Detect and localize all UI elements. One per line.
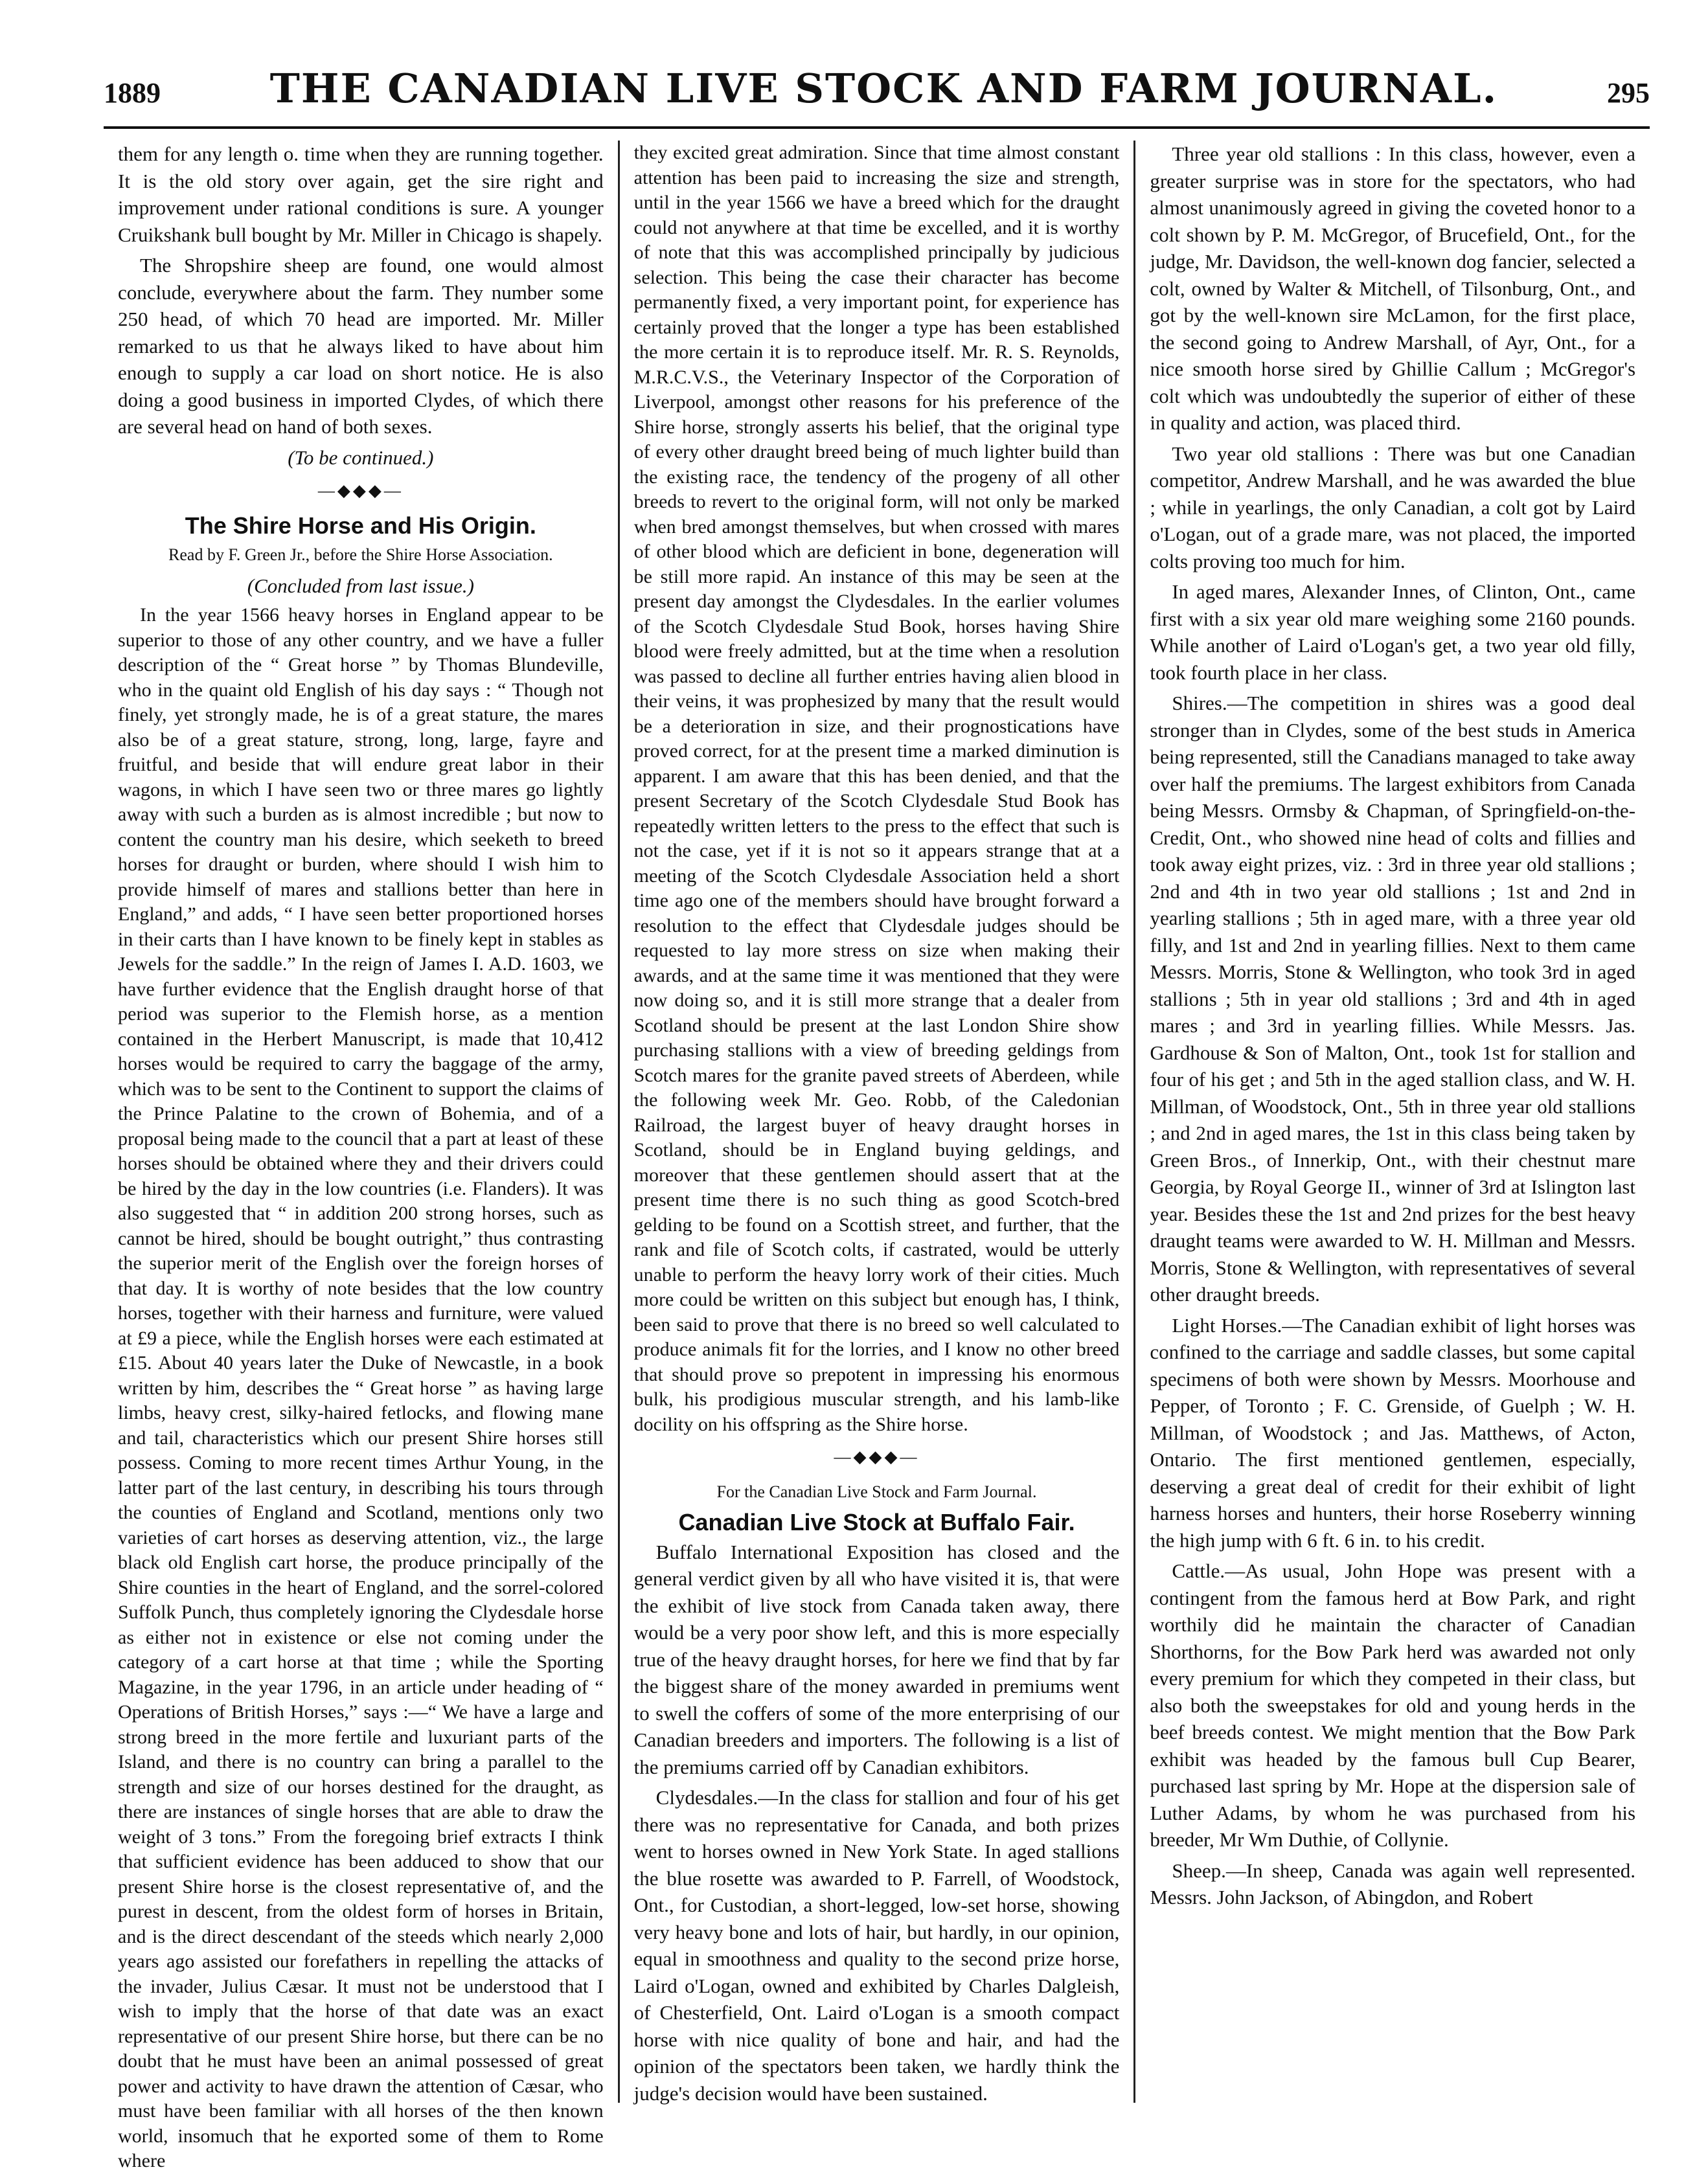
- article-heading-buffalo-fair: Canadian Live Stock at Buffalo Fair.: [678, 1509, 1075, 1535]
- column-2: [618, 141, 1134, 2103]
- article-heading-shire-horse: The Shire Horse and His Origin.: [185, 512, 536, 539]
- two-year-stallions-paragraph: Two year old stallions : There was but one Canadian competitor, Andrew Marshall, and he was awarded the blue ; while in yearlings, the only Canadian, a colt got by Laird o'Logan, out of a grade mare, was not placed, the imported colts proving too much for him.: [1150, 442, 1636, 572]
- shire-article-paragraph: In the year 1566 heavy horses in England appear to be superior to those of any other country, and we have a fuller description of the “ Great horse ” by Thomas Blundeville, who in the quaint old English of his day says : “ Though not finely, yet strongly made, he is of a great stature, the mares also be of a great stature, strong, long, large, fayre and fruitful, and beside that will endure great labor in their wagons, in which I have seen two or three mares go lightly away with such a burden as is almost incredible ; but now to content the country man his desire, which seeketh to breed horses for draught or burden, where should I wish him to provide himself of mares and stallions better than here in England,” and adds, “ I have seen better proportioned horses in their carts than I have known to be finely kept in stables as Jewels for the saddle.” In the reign of James I. A.D. 1603, we have further evidence that the English draught horse of that period was superior to the Flemish horse, as a mention contained in the Herbert Manuscript, is made that 10,412 horses would be required to carry the baggage of the army, which was to be sent to the Continent to support the claims of the Prince Palatine to the crown of Bohemia, and of a proposal being made to the council that a part at least of these horses should be obtained where they and their drivers could be hired by the day in the low countries (i.e. Flanders). It was also suggested that “ in addition 200 strong horses, such as cannot be hired, should be bought outright,” thus contrasting the superior merit of the English over the foreign horses of that day. It is worthy of note besides that the low country horses, together with their harness and furniture, were valued at £9 a piece, while the English horses were each estimated at £15. About 40 years later the Duke of Newcastle, in a book written by him, describes the “ Great horse ” as having large limbs, heavy crest, silky-haired fetlocks, and flowing mane and tail, characteristics which our present Shire horses still possess. Coming to more recent times Arthur Young, in the latter part of the last century, in describing his tours through the counties of England and Scotland, mentions only two varieties of cart horses as deserving attention, viz., the large black old English cart horse, the produce principally of the Shire counties in the heart of England, and the sorrel-colored Suffolk Punch, thus completely ignoring the Clydesdale horse as either not in existence or else not coming under the category of a cart horse at that time ; while the Sporting Magazine, in the year 1796, in an article under heading of “ Operations of British Horses,” says :—“ We have a large and strong breed in the more fertile and luxuriant parts of the Island, and there is no country can bring a parallel to the strength and size of our horses destined for the draught, as there are instances of single horses that are able to draw the weight of 3 tons.” From the foregoing brief extracts I think that sufficient evidence has been adduced to show that our present Shire horse is the closest representative of, and the purest in descent, from the oldest form of horses in Britain, and is the direct descendant of the steeds which nearly 2,000 years ago assisted our forefathers in repelling the attacks of the invader, Julius Cæsar. It must not be understood that I wish to imply that the horse of that date was an exact representative of our present Shire horse, but there can be no doubt that he must have been an animal possessed of great power and activity to have drawn the attention of Cæsar, who must have been familiar with all horses of the then known world, insomuch that he exported some of them to Rome where: [118, 604, 604, 2171]
- concluded-note: (Concluded from last issue.): [247, 574, 474, 597]
- page-number: 295: [1606, 77, 1650, 109]
- ornamental-divider: —◆◆◆—: [317, 481, 404, 500]
- farm-visit-paragraph-1: them for any length o. time when they are running together. It is the old story over again, get the sire right and improvement under rational conditions is sure. A younger Cruikshank bull bought by Mr. Miller in Chicago is shapely.: [118, 142, 604, 246]
- aged-mares-paragraph: In aged mares, Alexander Innes, of Clinton, Ont., came first with a six year old mare weighing some 2160 pounds. While another of Laird o'Logan's get, a two year old filly, took fourth place in her class.: [1150, 580, 1636, 684]
- light-horses-paragraph: Light Horses.—The Canadian exhibit of light horses was confined to the carriage and saddle classes, but some capital specimens of both were shown by Messrs. Moorhouse and Pepper, of Toronto ; F. C. Grenside, of Guelph ; W. H. Millman, of Woodstock ; and Jas. Matthews, of Acton, Ontario. The first mentioned gentlemen, especially, deserving a great deal of credit for their exhibit of light harness horses and hunters, their horse Roseberry winning the high jump with 6 ft. 6 in. to his credit.: [1150, 1313, 1636, 1552]
- journal-title: THE CANADIAN LIVE STOCK AND FARM JOURNAL.: [269, 65, 1498, 112]
- clydesdales-paragraph: Clydesdales.—In the class for stallion and four of his get there was no representative for Canada, and both prizes went to horses owned in New York State. In aged stallions the blue rosette was awarded to P. Farrell, of Woodstock, Ont., for Custodian, a short-legged, low-set horse, showing very heavy bone and lots of hair, but hardly, in our opinion, equal in smoothness and quality to the second prize horse, Laird o'Logan, owned and exhibited by Charles Dalgleish, of Chesterfield, Ont. Laird o'Logan is a smooth compact horse with nice quality of bone and hair, and had the opinion of the spectators been taken, we hardly think the judge's decision would have been sustained.: [633, 1786, 1120, 2105]
- column-3: [1133, 141, 1650, 2103]
- buffalo-fair-intro: Buffalo International Exposition has closed and the general verdict given by all who have visited it is, that were the exhibit of live stock from Canada taken away, there would be a very poor show left, and this is more especially true of the heavy draught horses, for here we find that by far the biggest share of the money awarded in premiums went to swell the coffers of some of the more enterprising of our Canadian breeders and importers. The following is a list of the premiums carried off by Canadian exhibitors.: [633, 1540, 1120, 1778]
- farm-visit-paragraph-2: The Shropshire sheep are found, one would almost conclude, everywhere about the farm. They number some 250 head, of which 70 head are imported. Mr. Miller remarked to us that he always liked to have about him enough to supply a car load on short notice. He is also doing a good business in imported Clydes, of which there are several head on hand of both sexes.: [118, 254, 604, 438]
- for-journal-line: For the Canadian Live Stock and Farm Journal.: [716, 1482, 1037, 1501]
- continued-note: (To be continued.): [288, 446, 434, 469]
- ornamental-divider: —◆◆◆—: [834, 1447, 920, 1466]
- shire-article-continuation: they excited great admiration. Since that time almost constant attention has been paid to increasing the size and strength, until in the year 1566 we have a breed which for the draught could not anywhere at that time be excelled, and it is worthy of note that this was accomplished principally by judicious selection. This being the case their character has become permanently fixed, a very important point, for experience has certainly proved that the longer a type has been established the more certain it is to reproduce itself. Mr. R. S. Reynolds, M.R.C.V.S., the Veterinary Inspector of the Corporation of Liverpool, amongst other reasons for his preference of the Shire horse, strongly asserts his belief, that the original type of every other draught breed being of much lighter build than the existing race, the tendency of the progeny of all other breeds to revert to the original form, will not only be marked when bred amongst themselves, but when crossed with mares of other blood which are deficient in bone, degeneration will be still more rapid. An instance of this may be seen at the present day amongst the Clydesdales. In the earlier volumes of the Scotch Clydesdale Stud Book, horses having Shire blood were freely admitted, but at the time when a resolution was passed to decline all further entries having alien blood in their veins, it was prophesized by many that the result would be a deterioration in size, and their prognostications have proved correct, for at the present time a marked diminution is apparent. I am aware that this has been denied, and that the present Secretary of the Scotch Clydesdale Stud Book has repeatedly written letters to the press to the effect that such is not the case, yet if it is not so it appears strange that at a meeting of the Scotch Clydesdale Association held a short time ago one of the members should have brought forward a resolution to the effect that Clydesdale judges should be requested to lay more stress on size when making their awards, and at the same time it was mentioned that they were now doing so, and it is still more strange that a dealer from Scotland should be present at the last London Shire show purchasing stallions with a view of breeding geldings from Scotch mares for the granite paved streets of Aberdeen, while the following week Mr. Geo. Robb, of the Caledonian Railroad, the largest buyer of heavy draught horses in Scotland, should be in England buying geldings, and moreover that these gentlemen should assert that at the present time there is no such thing as good Scotch-bred gelding to be found on a Scottish street, and further, that the rank and file of Scotch colts, if castrated, would be utterly unable to perform the heavy lorry work of their cities. Much more could be written on this subject but enough has, I think, been said to prove that there is no breed so well calculated to produce animals fit for the lorries, and I know no other breed that should prove so prepotent in impressing his enormous bulk, his prodigious muscular strength, and his lamb-like docility on his offspring as the Shire horse.: [633, 142, 1120, 1435]
- article-columns: [104, 141, 1650, 2171]
- sheep-paragraph: Sheep.—In sheep, Canada was again well represented. Messrs. John Jackson, of Abingdon, and Robert: [1150, 1859, 1636, 1908]
- three-year-stallions-paragraph: Three year old stallions : In this class, however, even a greater surprise was in store for the spectators, who had almost unanimously agreed in giving the coveted honor to a colt shown by P. M. McGregor, of Brucefield, Ont., for the judge, Mr. Davidson, the well-known dog fancier, selected a colt, owned by Walter & Mitchell, of Tilsonburg, Ont., and got by the well-known sire McLamon, for the first place, the second going to Andrew Marshall, of Ayr, Ont., for a nice smooth horse sired by Ghillie Callum ; McGregor's colt which was undoubtedly the superior of either of these in quality and action, was placed third.: [1150, 142, 1636, 434]
- column-1: [104, 141, 618, 2171]
- shires-paragraph: Shires.—The competition in shires was a good deal stronger than in Clydes, some of the best studs in America being represented, still the Canadians managed to take away over half the premiums. The largest exhibitors from Canada being Messrs. Ormsby & Chapman, of Springfield-on-the-Credit, Ont., who showed nine head of colts and fillies and took away eight prizes, viz. : 3rd in three year old stallions ; 2nd and 4th in two year old stallions ; 1st and 2nd in yearling stallions ; 5th in aged mare, with a three year old filly, and 1st and 2nd in yearling fillies. Next to them came Messrs. Morris, Stone & Wellington, who took 3rd in aged stallions ; 5th in year old stallions ; 3rd and 4th in aged mares ; and 3rd in yearling fillies. While Messrs. Jas. Gardhouse & Son of Malton, Ont., took 1st for stallion and four of his get ; and 5th in the aged stallion class, and W. H. Millman, of Woodstock, Ont., 5th in three year old stallions ; and 2nd in aged mares, the 1st in this class being taken by Green Bros., of Innerkip, Ont., with their chestnut mare Georgia, by Royal George II., winner of 3rd at Islington last year. Besides these the 1st and 2nd prizes for the best heavy draught teams were awarded to W. H. Millman and Messrs. Morris, Stone & Wellington, with representatives of several other draught breeds.: [1150, 692, 1636, 1306]
- issue-year: 1889: [104, 77, 161, 109]
- masthead: [104, 65, 1650, 129]
- article-byline: Read by F. Green Jr., before the Shire Horse Association.: [168, 545, 553, 564]
- cattle-paragraph: Cattle.—As usual, John Hope was present with a contingent from the famous herd at Bow Park, and right worthily did he maintain the character of Canadian Shorthorns, for the Bow Park herd was awarded not only every premium for which they competed in their class, but also both the sweepstakes for old and young herds in the beef breeds contest. We might mention that the Bow Park exhibit was headed by the famous bull Cup Bearer, purchased last spring by Mr. Hope at the dispersion sale of Luther Adams, by whom he was purchased from his breeder, Mr Wm Duthie, of Collynie.: [1150, 1559, 1636, 1851]
